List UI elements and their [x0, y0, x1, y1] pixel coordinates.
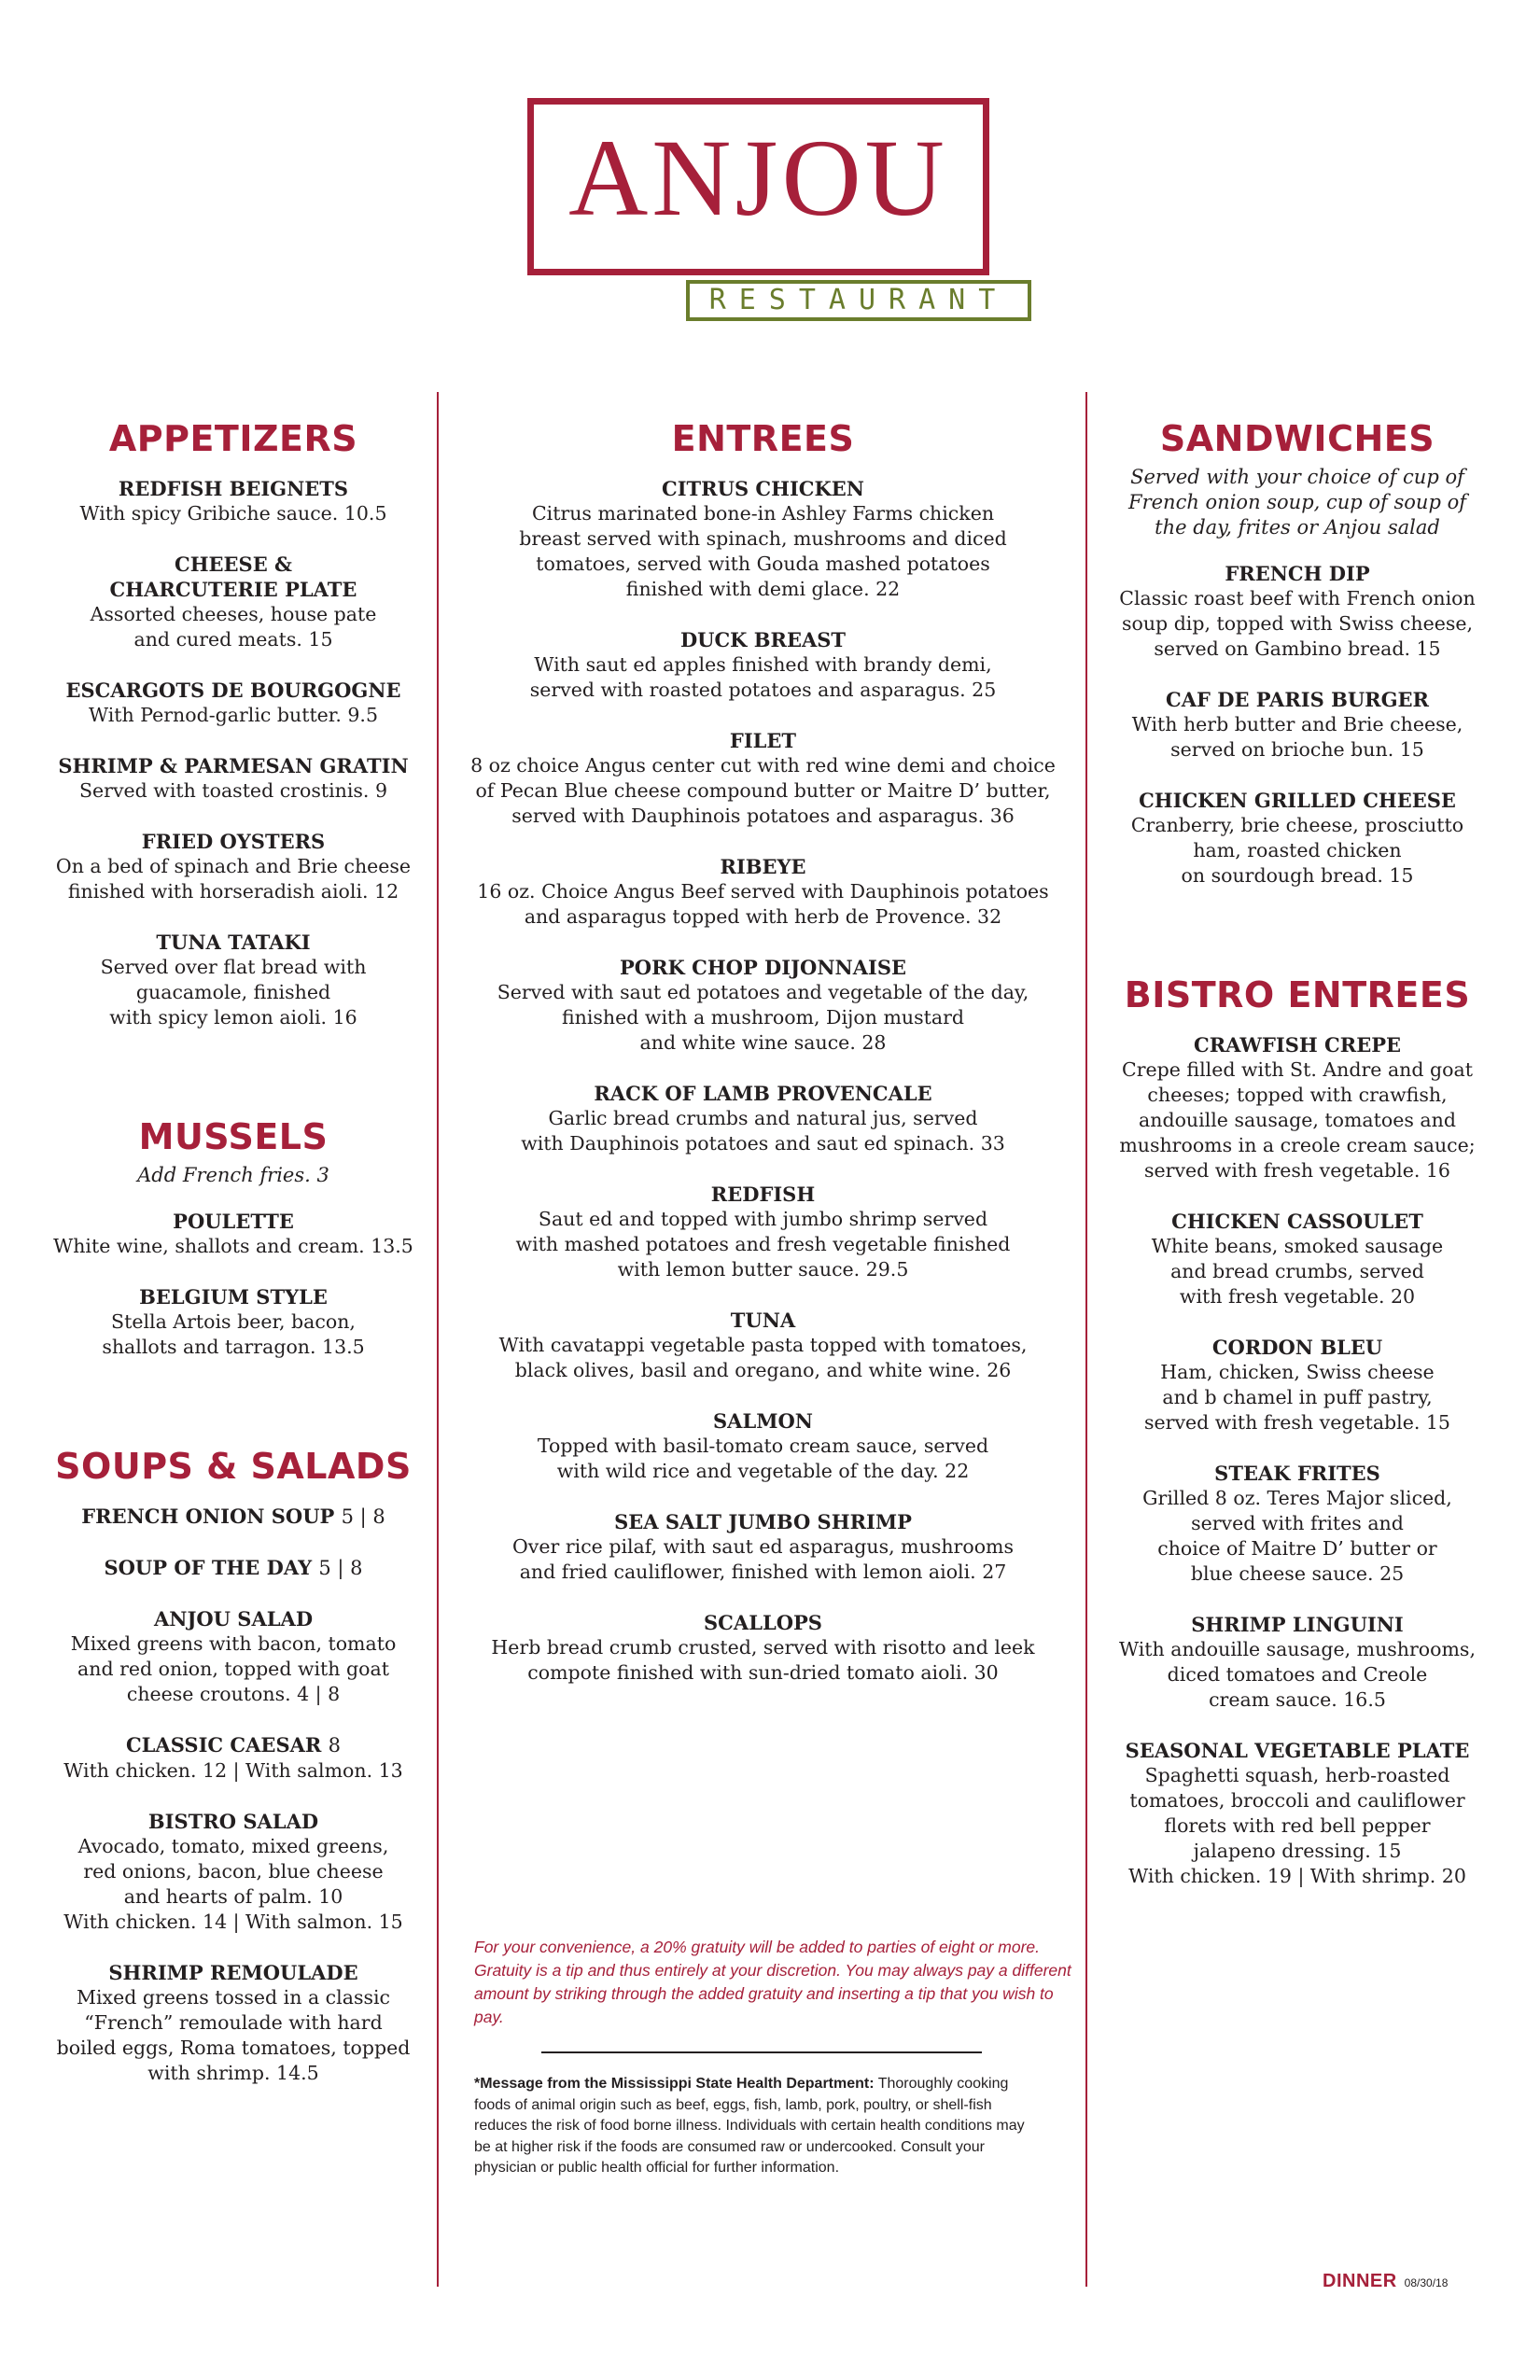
menu-item-description: compote finished with sun-dried tomato aioli. 30 [527, 1661, 999, 1684]
menu-item-description: and b chamel in puff pastry, [1162, 1386, 1433, 1408]
menu-item-description: Avocado, tomato, mixed greens, [77, 1835, 389, 1857]
menu-item-title: PORK CHOP DIJONNAISE [620, 956, 906, 979]
menu-item-description: red onions, bacon, blue cheese [83, 1860, 384, 1883]
menu-item-description: Classic roast beef with French onion [1119, 587, 1476, 609]
menu-item-name [467, 627, 1059, 652]
menu-item-name-line2: CHARCUTERIE PLATE [109, 578, 357, 601]
menu-item-name [467, 1509, 1059, 1534]
bistro-entrees-list [1111, 1032, 1484, 1889]
menu-item-title: CHICKEN CASSOULET [1171, 1210, 1423, 1233]
menu-item-description: served on brioche bun. 15 [1170, 738, 1424, 761]
menu-item [1111, 687, 1484, 763]
menu-item-name [1111, 1032, 1484, 1057]
menu-item-title: CLASSIC CAESAR [125, 1733, 322, 1757]
menu-item-title: SHRIMP & PARMESAN GRATIN [58, 754, 409, 777]
menu-item-name [47, 552, 420, 577]
menu-item [467, 1182, 1059, 1282]
menu-item [47, 1555, 420, 1581]
menu-item-price: 5 | 8 [318, 1557, 363, 1579]
menu-item-description: “French” remoulade with hard [84, 2011, 383, 2034]
menu-item-description: Ham, chicken, Swiss cheese [1160, 1361, 1435, 1383]
menu-item-name [1111, 687, 1484, 712]
menu-item-description: Served with toasted crostinis. 9 [78, 779, 387, 802]
menu-item-description: Served over flat bread with [100, 956, 367, 978]
menu-item-title: FRENCH ONION SOUP [81, 1505, 335, 1528]
menu-item-name [47, 476, 420, 501]
sandwiches-note-line: Served with your choice of cup of [1130, 466, 1464, 488]
menu-item-description: soup dip, topped with Swiss cheese, [1121, 612, 1474, 635]
menu-item-title: RIBEYE [720, 855, 806, 878]
menu-item [467, 854, 1059, 930]
left-column [47, 418, 420, 2111]
menu-item-description: boiled eggs, Roma tomatoes, topped [56, 2037, 411, 2059]
menu-item [467, 476, 1059, 602]
menu-item-description: and cured meats. 15 [133, 628, 333, 651]
menu-item-title: ANJOU SALAD [153, 1607, 314, 1631]
menu-item-description: Spaghetti squash, herb-roasted [1144, 1764, 1450, 1786]
menu-item [467, 728, 1059, 829]
menu-item-description: on sourdough bread. 15 [1181, 864, 1414, 887]
menu-item [47, 1504, 420, 1530]
menu-item-name [47, 829, 420, 854]
menu-item-title: SHRIMP REMOULADE [108, 1961, 358, 1984]
menu-item-price: 8 [328, 1734, 342, 1757]
menu-item-description: with lemon butter sauce. 29.5 [617, 1258, 909, 1281]
menu-item-name [467, 1081, 1059, 1106]
menu-item-title: SALMON [713, 1409, 813, 1433]
menu-item-description: With andouille sausage, mushrooms, [1119, 1638, 1476, 1660]
menu-item-description: Topped with basil-tomato cream sauce, served [537, 1435, 989, 1457]
menu-item [47, 1960, 420, 2086]
menu-item-title: RACK OF LAMB PROVENCALE [594, 1082, 932, 1105]
menu-item-description: andouille sausage, tomatoes and [1139, 1109, 1456, 1131]
menu-item-description: Over rice pilaf, with saut ed asparagus, mushrooms [512, 1535, 1014, 1558]
menu-item-description: Garlic bread crumbs and natural jus, served [548, 1107, 978, 1129]
menu-item-description: guacamole, finished [135, 981, 331, 1003]
menu-item-title: FILET [729, 729, 797, 752]
menu-item-description: tomatoes, broccoli and cauliflower [1129, 1789, 1465, 1812]
menu-item-description: 16 oz. Choice Angus Beef served with Dauphinois potatoes [477, 880, 1049, 903]
menu-item-description: White beans, smoked sausage [1151, 1235, 1444, 1257]
menu-item-name [1111, 1335, 1484, 1360]
menu-item-name [47, 1284, 420, 1309]
menu-item-title: STEAK FRITES [1214, 1462, 1380, 1485]
menu-item-description: and fried cauliflower, finished with lemon aioli. 27 [519, 1561, 1007, 1583]
menu-item-description: cream sauce. 16.5 [1209, 1688, 1386, 1711]
menu-item-title: SEA SALT JUMBO SHRIMP [614, 1510, 912, 1533]
menu-item-name [47, 678, 420, 703]
menu-item-title: CHEESE & [174, 553, 292, 576]
menu-item-description: With spicy Gribiche sauce. 10.5 [79, 502, 387, 525]
menu-item-name [47, 753, 420, 778]
menu-item [467, 1509, 1059, 1585]
menu-item-description: served with fresh vegetable. 15 [1144, 1411, 1450, 1434]
menu-item-name [47, 1606, 420, 1631]
menu-item [47, 1809, 420, 1935]
menu-type-label: DINNER [1323, 2271, 1397, 2291]
menu-item-name [467, 1182, 1059, 1207]
menu-item-name [47, 1809, 420, 1834]
health-notice-text: Thoroughly cooking foods of animal origin such as beef, eggs, fish, lamb, pork, poultry, or shell-fish reduces the risk of food borne illness. Individuals with certain health conditions may be at higher risk if the foods are consumed raw or undercooked. Consult your physician or public health official for further information. [474, 2076, 1025, 2176]
menu-item [47, 1284, 420, 1360]
menu-item [1111, 561, 1484, 662]
menu-item-description: Crepe filled with St. Andre and goat [1122, 1058, 1473, 1081]
menu-item-title: SOUP OF THE DAY [104, 1556, 313, 1579]
menu-item-title: SHRIMP LINGUINI [1191, 1613, 1404, 1636]
menu-item-description: finished with demi glace. 22 [625, 578, 901, 600]
menu-item-description: and bread crumbs, served [1170, 1260, 1424, 1282]
menu-item-description: and white wine sauce. 28 [639, 1031, 887, 1054]
menu-item-title: CORDON BLEU [1211, 1336, 1383, 1359]
menu-item-description: With cavatappi vegetable pasta topped with tomatoes, [498, 1334, 1028, 1356]
menu-item [1111, 788, 1484, 889]
menu-item-description: Herb bread crumb crusted, served with risotto and leek [491, 1636, 1035, 1659]
menu-item-description: with Dauphinois potatoes and saut ed spinach. 33 [521, 1132, 1005, 1155]
appetizers-list [47, 476, 420, 1030]
menu-item-description: Stella Artois beer, bacon, [111, 1310, 356, 1333]
mussels-list [47, 1209, 420, 1360]
menu-item [47, 476, 420, 526]
menu-item-description: with fresh vegetable. 20 [1179, 1285, 1416, 1308]
menu-item-name [47, 930, 420, 955]
menu-date: 08/30/18 [1404, 2276, 1449, 2289]
menu-item-title: FRIED OYSTERS [141, 830, 326, 853]
menu-item-description: with shrimp. 14.5 [147, 2062, 319, 2084]
menu-item [1111, 1209, 1484, 1309]
menu-item-title: ESCARGOTS DE BOURGOGNE [65, 679, 401, 702]
menu-footer [1323, 2271, 1448, 2292]
menu-item-name [467, 854, 1059, 879]
soups-salads-heading: SOUPS & SALADS [55, 1446, 412, 1487]
menu-item-description: served on Gambino bread. 15 [1154, 637, 1441, 660]
menu-item-description: Saut ed and topped with jumbo shrimp served [538, 1208, 988, 1230]
menu-item-title: CHICKEN GRILLED CHEESE [1139, 789, 1456, 812]
menu-item-description: with wild rice and vegetable of the day. 22 [556, 1460, 970, 1482]
menu-item-title: SEASONAL VEGETABLE PLATE [1125, 1739, 1470, 1762]
menu-item-title: TUNA TATAKI [156, 931, 311, 954]
health-notice-label: *Message from the Mississippi State Health Department: [474, 2076, 875, 2092]
menu-item-title: FRENCH DIP [1225, 562, 1370, 585]
menu-item-price: 5 | 8 [341, 1505, 385, 1528]
column-divider-left [437, 392, 439, 2287]
logo-name: ANJOU [568, 117, 948, 239]
menu-item [47, 678, 420, 728]
menu-item-name [467, 476, 1059, 501]
sandwiches-heading: SANDWICHES [1159, 418, 1435, 459]
middle-column [467, 418, 1059, 1711]
menu-item-title: REDFISH BEIGNETS [118, 477, 349, 500]
menu-item-title: REDFISH [710, 1183, 816, 1206]
menu-item-description: served with Dauphinois potatoes and asparagus. 36 [511, 805, 1015, 827]
menu-item-description: jalapeno dressing. 15 [1193, 1840, 1402, 1862]
menu-item-description: finished with a mushroom, Dijon mustard [561, 1006, 964, 1029]
menu-item-description: blue cheese sauce. 25 [1190, 1562, 1405, 1585]
menu-item-title: SCALLOPS [704, 1611, 822, 1634]
menu-item-description: Mixed greens tossed in a classic [76, 1986, 391, 2009]
menu-item-name [47, 1209, 420, 1234]
menu-item-name [467, 728, 1059, 753]
menu-item [47, 1209, 420, 1259]
menu-item [467, 627, 1059, 703]
menu-item-description: shallots and tarragon. 13.5 [102, 1336, 365, 1358]
menu-item [467, 1408, 1059, 1484]
menu-item-description: With herb butter and Brie cheese, [1131, 713, 1463, 735]
right-column [1111, 418, 1484, 1914]
menu-item-name [467, 1308, 1059, 1333]
menu-item-description: tomatoes, served with Gouda mashed potatoes [536, 553, 990, 575]
appetizers-heading: APPETIZERS [108, 418, 358, 459]
menu-item-name [47, 1732, 420, 1758]
menu-item [467, 1308, 1059, 1383]
menu-item-description: and asparagus topped with herb de Provence. 32 [524, 905, 1002, 928]
entrees-list [467, 476, 1059, 1686]
menu-item-title: CAF DE PARIS BURGER [1166, 688, 1429, 711]
menu-item-description: diced tomatoes and Creole [1167, 1663, 1428, 1686]
menu-item-name [467, 955, 1059, 980]
bistro-entrees-heading: BISTRO ENTREES [1124, 974, 1471, 1015]
menu-item-title: POULETTE [173, 1210, 294, 1233]
menu-item-description: Assorted cheeses, house pate [90, 603, 377, 625]
sandwiches-note [1111, 465, 1484, 540]
menu-item-description: Cranberry, brie cheese, prosciutto [1130, 814, 1464, 836]
menu-item [47, 552, 420, 652]
menu-item-name [47, 1555, 420, 1581]
menu-item-description: ham, roasted chicken [1193, 839, 1402, 861]
menu-item [1111, 1335, 1484, 1435]
sandwiches-note-line: the day, frites or Anjou salad [1155, 516, 1440, 539]
menu-item-name [1111, 1461, 1484, 1486]
menu-item-title: CITRUS CHICKEN [662, 477, 864, 500]
mussels-heading: MUSSELS [138, 1116, 329, 1157]
menu-item-description: Citrus marinated bone-in Ashley Farms chicken [531, 502, 995, 525]
menu-item [1111, 1032, 1484, 1183]
menu-item [1111, 1738, 1484, 1889]
menu-item-name [1111, 561, 1484, 586]
menu-item-name [47, 1504, 420, 1530]
menu-item-description: florets with red bell pepper [1164, 1814, 1431, 1837]
menu-item [467, 955, 1059, 1056]
menu-item-title: TUNA [730, 1309, 796, 1332]
menu-item-description: finished with horseradish aioli. 12 [67, 880, 399, 903]
menu-item-title: CRAWFISH CREPE [1193, 1033, 1402, 1057]
menu-item [1111, 1612, 1484, 1713]
menu-item-description: 8 oz choice Angus center cut with red wine demi and choice [470, 754, 1056, 777]
menu-item [1111, 1461, 1484, 1587]
menu-item [47, 829, 420, 904]
menu-item [47, 1606, 420, 1707]
menu-item-name [1111, 1612, 1484, 1637]
menu-item-description: With chicken. 12 | With salmon. 13 [63, 1759, 403, 1782]
menu-item [47, 1732, 420, 1784]
sandwiches-list [1111, 561, 1484, 889]
logo-subtitle: RESTAURANT [686, 280, 1031, 321]
menu-item-description: and red onion, topped with goat [77, 1658, 389, 1680]
menu-item-description: breast served with spinach, mushrooms and diced [519, 527, 1007, 550]
entrees-heading: ENTREES [671, 418, 855, 459]
menu-item-description: Served with saut ed potatoes and vegetable of the day, [497, 981, 1029, 1003]
menu-item-description: black olives, basil and oregano, and white wine. 26 [514, 1359, 1012, 1381]
gratuity-notice: For your convenience, a 20% gratuity will be added to parties of eight or more. Gratuity is a tip and thus entirely at your discretion. You may always pay a different amount by striking through the added gratuity and inserting a tip that you wish to pay. [474, 1938, 1071, 2026]
menu-item-name [47, 1960, 420, 1985]
column-divider-right [1085, 392, 1087, 2287]
restaurant-logo [518, 93, 1041, 336]
menu-item [47, 753, 420, 804]
menu-item-description: served with fresh vegetable. 16 [1144, 1159, 1450, 1182]
menu-item [467, 1610, 1059, 1686]
menu-item-description: served with roasted potatoes and asparagus. 25 [529, 679, 997, 701]
menu-item-description: cheese croutons. 4 | 8 [126, 1683, 341, 1705]
menu-item-title: BISTRO SALAD [147, 1810, 319, 1833]
menu-item-description: cheeses; topped with crawfish, [1147, 1084, 1448, 1106]
menu-item-description: with spicy lemon aioli. 16 [109, 1006, 357, 1029]
menu-item-description: mushrooms in a creole cream sauce; [1119, 1134, 1476, 1156]
menu-item-description: With Pernod-garlic butter. 9.5 [89, 704, 378, 726]
menu-item [47, 930, 420, 1030]
menu-item-title: DUCK BREAST [679, 628, 847, 651]
health-notice [474, 2074, 1043, 2179]
menu-item [467, 1081, 1059, 1156]
menu-item-description: With chicken. 14 | With salmon. 15 [63, 1911, 403, 1933]
menu-item-name [1111, 1209, 1484, 1234]
menu-item-description: With chicken. 19 | With shrimp. 20 [1128, 1865, 1466, 1887]
notice-divider [541, 2051, 982, 2053]
sandwiches-note-line: French onion soup, cup of soup of [1128, 491, 1466, 513]
soups-salads-list [47, 1504, 420, 2086]
menu-item-description: On a bed of spinach and Brie cheese [55, 855, 412, 877]
menu-item-description: With saut ed apples finished with brandy demi, [534, 653, 992, 676]
menu-item-description: with mashed potatoes and fresh vegetable finished [515, 1233, 1011, 1255]
menu-item-name [467, 1610, 1059, 1635]
menu-item-description: and hearts of palm. 10 [123, 1885, 343, 1908]
menu-item-description: served with frites and [1191, 1512, 1404, 1534]
menu-item-description: Grilled 8 oz. Teres Major sliced, [1142, 1487, 1452, 1509]
menu-item-description: choice of Maitre D’ butter or [1157, 1537, 1437, 1560]
menu-item-description: of Pecan Blue cheese compound butter or Maitre D’ butter, [475, 779, 1051, 802]
mussels-note: Add French fries. 3 [137, 1164, 329, 1186]
menu-item-title: BELGIUM STYLE [139, 1285, 328, 1309]
menu-item-name [1111, 788, 1484, 813]
menu-item-name [1111, 1738, 1484, 1763]
menu-item-description: White wine, shallots and cream. 13.5 [53, 1235, 413, 1257]
menu-item-description: Mixed greens with bacon, tomato [70, 1632, 397, 1655]
menu-item-name [467, 1408, 1059, 1434]
